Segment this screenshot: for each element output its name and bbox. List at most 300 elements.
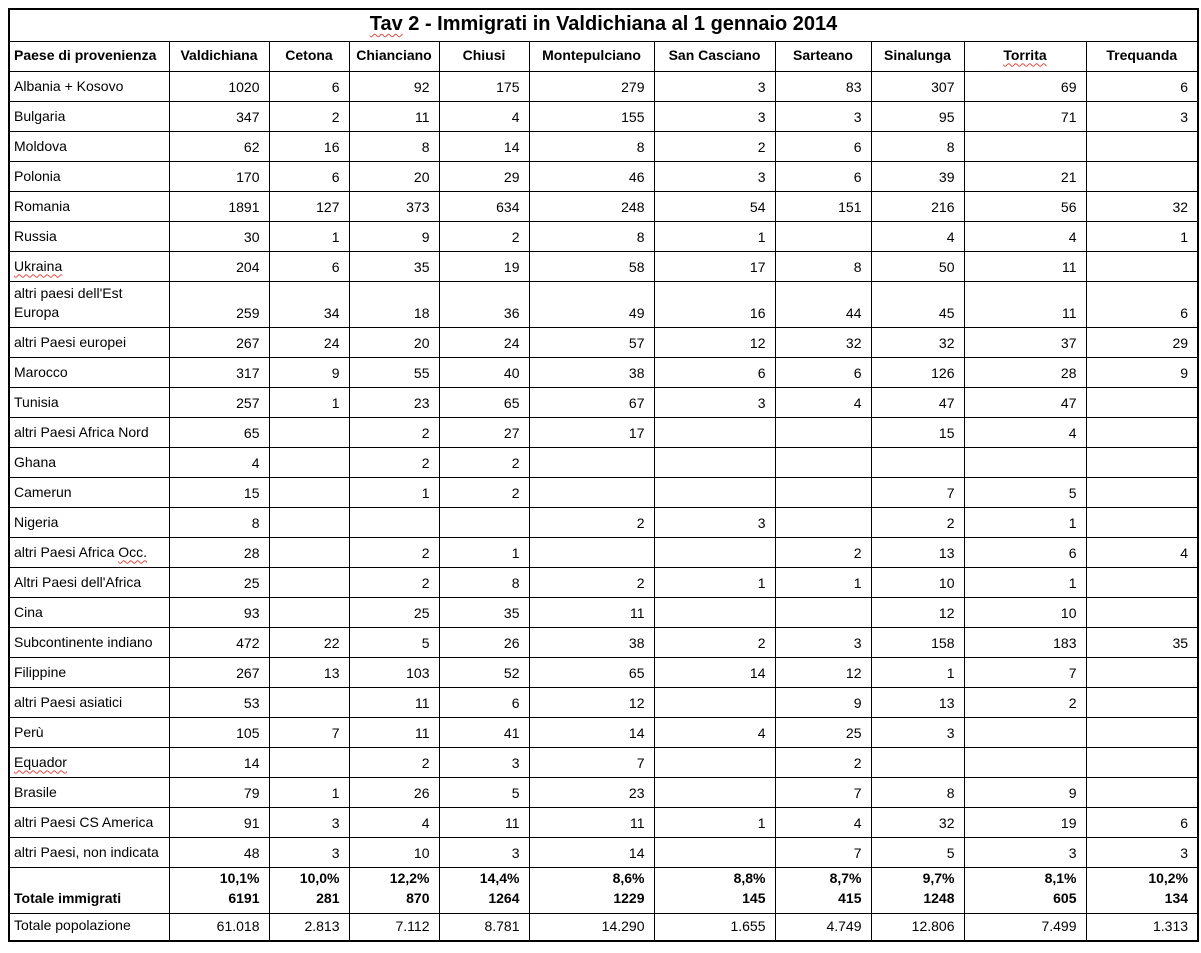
value-cell: 1 [654,221,775,251]
value-cell: 13 [871,537,964,567]
value-cell: 8 [529,131,654,161]
value-cell: 3 [964,837,1086,867]
value-cell: 95 [871,101,964,131]
value-cell: 4 [1086,537,1198,567]
value-cell: 4 [169,447,269,477]
totals-count: 415 [838,889,862,906]
value-cell: 83 [775,71,871,101]
totals-popolazione-cell: 1.313 [1086,913,1198,941]
table-row [9,131,1198,161]
totals-popolazione-label: Totale popolazione [9,913,169,941]
value-cell: 11 [349,717,439,747]
country-label: Filippine [9,657,169,687]
value-cell: 15 [871,417,964,447]
value-cell: 279 [529,71,654,101]
value-cell: 158 [871,627,964,657]
value-cell: 2 [529,507,654,537]
value-cell: 32 [871,327,964,357]
country-label: Moldova [9,131,169,161]
value-cell: 93 [169,597,269,627]
value-cell: 3 [654,507,775,537]
value-cell: 11 [529,597,654,627]
country-label: Nigeria [9,507,169,537]
value-cell [269,507,349,537]
value-cell [654,777,775,807]
value-cell: 1891 [169,191,269,221]
value-cell: 15 [169,477,269,507]
totals-count: 134 [1164,889,1189,906]
value-cell: 65 [529,657,654,687]
table-row [9,687,1198,717]
table-row [9,191,1198,221]
country-label: Bulgaria [9,101,169,131]
value-cell: 3 [269,837,349,867]
totals-count: 605 [1053,889,1077,906]
value-cell [775,221,871,251]
value-cell: 3 [654,387,775,417]
value-cell: 8 [871,131,964,161]
value-cell: 634 [439,191,529,221]
value-cell: 62 [169,131,269,161]
value-cell: 92 [349,71,439,101]
table-row [9,387,1198,417]
value-cell: 347 [169,101,269,131]
value-cell: 1020 [169,71,269,101]
value-cell: 2 [439,477,529,507]
country-label: Tunisia [9,387,169,417]
value-cell [1086,507,1198,537]
value-cell: 2 [964,687,1086,717]
value-cell [529,447,654,477]
value-cell: 35 [349,251,439,281]
value-cell [1086,597,1198,627]
table-row [9,807,1198,837]
value-cell: 4 [775,807,871,837]
value-cell: 17 [529,417,654,447]
value-cell: 52 [439,657,529,687]
value-cell: 5 [439,777,529,807]
value-cell: 32 [775,327,871,357]
totals-percent: 14,4% [479,869,520,886]
value-cell: 11 [349,687,439,717]
table-row [9,627,1198,657]
country-label: altri paesi dell'Est Europa [9,281,169,327]
value-cell: 8 [349,131,439,161]
value-cell: 20 [349,327,439,357]
totals-percent: 9,7% [922,869,955,886]
value-cell: 35 [1086,627,1198,657]
value-cell [775,417,871,447]
value-cell: 40 [439,357,529,387]
value-cell: 2 [439,447,529,477]
immigrants-table [8,8,1199,942]
value-cell: 41 [439,717,529,747]
misspelled-word: Tav [369,12,403,35]
value-cell: 13 [871,687,964,717]
value-cell: 3 [1086,837,1198,867]
value-cell [269,537,349,567]
value-cell [964,131,1086,161]
title-row [9,9,1198,41]
totals-percent: 8,8% [733,869,766,886]
value-cell: 32 [871,807,964,837]
value-cell: 373 [349,191,439,221]
value-cell: 27 [439,417,529,447]
value-cell: 12 [529,687,654,717]
value-cell: 12 [871,597,964,627]
value-cell: 29 [439,161,529,191]
column-header-8: Sinalunga [871,41,964,71]
country-label: Albania + Kosovo [9,71,169,101]
totals-percent: 10,2% [1148,869,1189,886]
value-cell: 39 [871,161,964,191]
value-cell: 16 [269,131,349,161]
value-cell: 19 [964,807,1086,837]
table-row [9,717,1198,747]
value-cell: 20 [349,161,439,191]
value-cell [529,537,654,567]
value-cell [1086,657,1198,687]
value-cell: 1 [439,537,529,567]
value-cell: 55 [349,357,439,387]
value-cell: 58 [529,251,654,281]
value-cell [269,417,349,447]
value-cell: 12 [654,327,775,357]
totals-immigrati-cell [871,867,964,913]
misspelled-word: Ukraina [14,257,63,274]
totals-popolazione-cell: 1.655 [654,913,775,941]
value-cell: 3 [269,807,349,837]
value-cell: 170 [169,161,269,191]
value-cell: 7 [529,747,654,777]
value-cell: 2 [439,221,529,251]
value-cell: 2 [775,537,871,567]
value-cell: 67 [529,387,654,417]
value-cell: 8 [169,507,269,537]
totals-percent: 12,2% [389,869,430,886]
value-cell: 91 [169,807,269,837]
totals-popolazione-row [9,913,1198,941]
value-cell: 14 [529,717,654,747]
country-label: Russia [9,221,169,251]
totals-immigrati-cell [269,867,349,913]
value-cell: 1 [654,807,775,837]
value-cell [654,597,775,627]
table-row [9,447,1198,477]
value-cell [1086,477,1198,507]
value-cell: 46 [529,161,654,191]
country-label: Camerun [9,477,169,507]
value-cell: 216 [871,191,964,221]
value-cell [1086,387,1198,417]
value-cell: 257 [169,387,269,417]
table-title [9,9,1198,41]
value-cell: 3 [775,627,871,657]
value-cell: 57 [529,327,654,357]
value-cell: 2 [654,131,775,161]
value-cell: 26 [349,777,439,807]
value-cell: 6 [964,537,1086,567]
table-row [9,567,1198,597]
value-cell: 6 [775,131,871,161]
totals-immigrati-cell [529,867,654,913]
value-cell: 8 [775,251,871,281]
table-row [9,477,1198,507]
value-cell [964,447,1086,477]
table-row [9,777,1198,807]
value-cell: 5 [871,837,964,867]
totals-immigrati-cell [964,867,1086,913]
value-cell: 3 [654,161,775,191]
table-row [9,71,1198,101]
value-cell: 7 [269,717,349,747]
value-cell: 37 [964,327,1086,357]
value-cell: 11 [964,251,1086,281]
country-label: Polonia [9,161,169,191]
totals-popolazione-cell: 61.018 [169,913,269,941]
value-cell: 6 [775,161,871,191]
value-cell: 3 [775,101,871,131]
country-label: Perù [9,717,169,747]
value-cell [349,507,439,537]
column-header-1: Valdichiana [169,41,269,71]
value-cell: 2 [871,507,964,537]
value-cell: 2 [269,101,349,131]
totals-immigrati-cell [169,867,269,913]
column-header-2: Cetona [269,41,349,71]
value-cell: 47 [964,387,1086,417]
value-cell: 2 [654,627,775,657]
value-cell: 9 [349,221,439,251]
totals-count: 870 [406,889,430,906]
column-header-7: Sarteano [775,41,871,71]
value-cell: 2 [529,567,654,597]
value-cell: 2 [349,417,439,447]
value-cell: 50 [871,251,964,281]
value-cell [1086,417,1198,447]
table-row [9,837,1198,867]
value-cell [529,477,654,507]
totals-immigrati-row [9,867,1198,913]
value-cell: 28 [169,537,269,567]
value-cell [1086,777,1198,807]
totals-popolazione-cell: 7.499 [964,913,1086,941]
value-cell: 65 [169,417,269,447]
value-cell: 151 [775,191,871,221]
value-cell: 8 [871,777,964,807]
value-cell: 35 [439,597,529,627]
value-cell: 32 [1086,191,1198,221]
totals-popolazione-cell: 7.112 [349,913,439,941]
table-row [9,281,1198,327]
value-cell: 6 [654,357,775,387]
value-cell: 38 [529,357,654,387]
table-row [9,221,1198,251]
value-cell: 6 [775,357,871,387]
value-cell: 79 [169,777,269,807]
value-cell [269,747,349,777]
value-cell [871,447,964,477]
value-cell: 4 [654,717,775,747]
value-cell: 1 [269,221,349,251]
totals-count: 281 [316,889,340,906]
table-row [9,327,1198,357]
value-cell [1086,131,1198,161]
totals-immigrati-cell [775,867,871,913]
value-cell: 14 [439,131,529,161]
value-cell: 53 [169,687,269,717]
totals-immigrati-cell [439,867,529,913]
value-cell: 16 [654,281,775,327]
value-cell: 21 [964,161,1086,191]
value-cell: 5 [349,627,439,657]
value-cell: 2 [775,747,871,777]
value-cell [269,477,349,507]
table-row [9,537,1198,567]
country-label: Cina [9,597,169,627]
value-cell: 472 [169,627,269,657]
value-cell: 14 [654,657,775,687]
value-cell: 14 [529,837,654,867]
value-cell: 1 [964,567,1086,597]
totals-percent: 8,1% [1044,869,1077,886]
column-header-9 [964,41,1086,71]
value-cell: 25 [775,717,871,747]
value-cell: 6 [1086,71,1198,101]
totals-percent: 10,0% [299,869,340,886]
value-cell: 65 [439,387,529,417]
value-cell [269,447,349,477]
value-cell [269,687,349,717]
misspelled-word: Equador [14,753,67,770]
value-cell: 24 [439,327,529,357]
value-cell: 47 [871,387,964,417]
country-label: Marocco [9,357,169,387]
country-label: altri Paesi asiatici [9,687,169,717]
value-cell: 183 [964,627,1086,657]
totals-immigrati-label: Totale immigrati [9,867,169,913]
value-cell: 3 [439,747,529,777]
value-cell: 9 [775,687,871,717]
value-cell [775,477,871,507]
value-cell [654,477,775,507]
label-part: altri Paesi Africa [14,543,119,560]
value-cell: 11 [349,101,439,131]
value-cell: 3 [1086,101,1198,131]
value-cell [654,537,775,567]
value-cell: 8 [529,221,654,251]
value-cell: 6 [1086,807,1198,837]
value-cell: 36 [439,281,529,327]
value-cell: 2 [349,447,439,477]
value-cell: 11 [529,807,654,837]
country-label: altri Paesi Africa Nord [9,417,169,447]
value-cell: 1 [349,477,439,507]
value-cell [1086,447,1198,477]
value-cell [654,447,775,477]
value-cell: 25 [349,597,439,627]
value-cell: 3 [654,101,775,131]
value-cell: 11 [439,807,529,837]
column-header-3: Chianciano [349,41,439,71]
value-cell: 155 [529,101,654,131]
value-cell: 9 [1086,357,1198,387]
value-cell: 6 [269,251,349,281]
totals-count: 1229 [613,889,645,906]
totals-immigrati-cell [1086,867,1198,913]
value-cell: 10 [349,837,439,867]
value-cell [775,597,871,627]
totals-popolazione-cell: 4.749 [775,913,871,941]
value-cell: 105 [169,717,269,747]
country-label: Brasile [9,777,169,807]
value-cell: 6 [269,161,349,191]
value-cell: 4 [964,221,1086,251]
value-cell: 267 [169,327,269,357]
value-cell: 5 [964,477,1086,507]
value-cell: 30 [169,221,269,251]
value-cell [439,507,529,537]
value-cell [964,747,1086,777]
label-part: 2 - Immigrati in Valdichiana al 1 gennaio 2014 [402,12,838,35]
column-header-5: Montepulciano [529,41,654,71]
table-row [9,251,1198,281]
totals-immigrati-cell [654,867,775,913]
value-cell: 34 [269,281,349,327]
value-cell: 9 [269,357,349,387]
country-label: altri Paesi, non indicata [9,837,169,867]
column-header-0: Paese di provenienza [9,41,169,71]
value-cell: 4 [775,387,871,417]
table-row [9,657,1198,687]
value-cell: 4 [349,807,439,837]
value-cell: 259 [169,281,269,327]
value-cell [1086,161,1198,191]
column-header-4: Chiusi [439,41,529,71]
column-header-6: San Casciano [654,41,775,71]
table-row [9,747,1198,777]
value-cell: 23 [529,777,654,807]
value-cell: 7 [775,837,871,867]
totals-percent: 8,7% [829,869,862,886]
country-label: altri Paesi europei [9,327,169,357]
totals-percent: 10,1% [219,869,260,886]
value-cell: 2 [349,747,439,777]
value-cell: 56 [964,191,1086,221]
table-row [9,417,1198,447]
value-cell [654,837,775,867]
country-label: Ghana [9,447,169,477]
table-body [9,71,1198,941]
value-cell: 28 [964,357,1086,387]
totals-count: 145 [742,889,766,906]
value-cell [654,747,775,777]
value-cell: 204 [169,251,269,281]
value-cell: 1 [269,777,349,807]
value-cell: 12 [775,657,871,687]
totals-percent: 8,6% [612,869,645,886]
value-cell: 17 [654,251,775,281]
value-cell: 1 [964,507,1086,537]
value-cell: 6 [1086,281,1198,327]
value-cell: 248 [529,191,654,221]
totals-count: 6191 [228,889,260,906]
value-cell: 4 [871,221,964,251]
value-cell: 45 [871,281,964,327]
value-cell: 6 [269,71,349,101]
value-cell [654,417,775,447]
value-cell: 14 [169,747,269,777]
